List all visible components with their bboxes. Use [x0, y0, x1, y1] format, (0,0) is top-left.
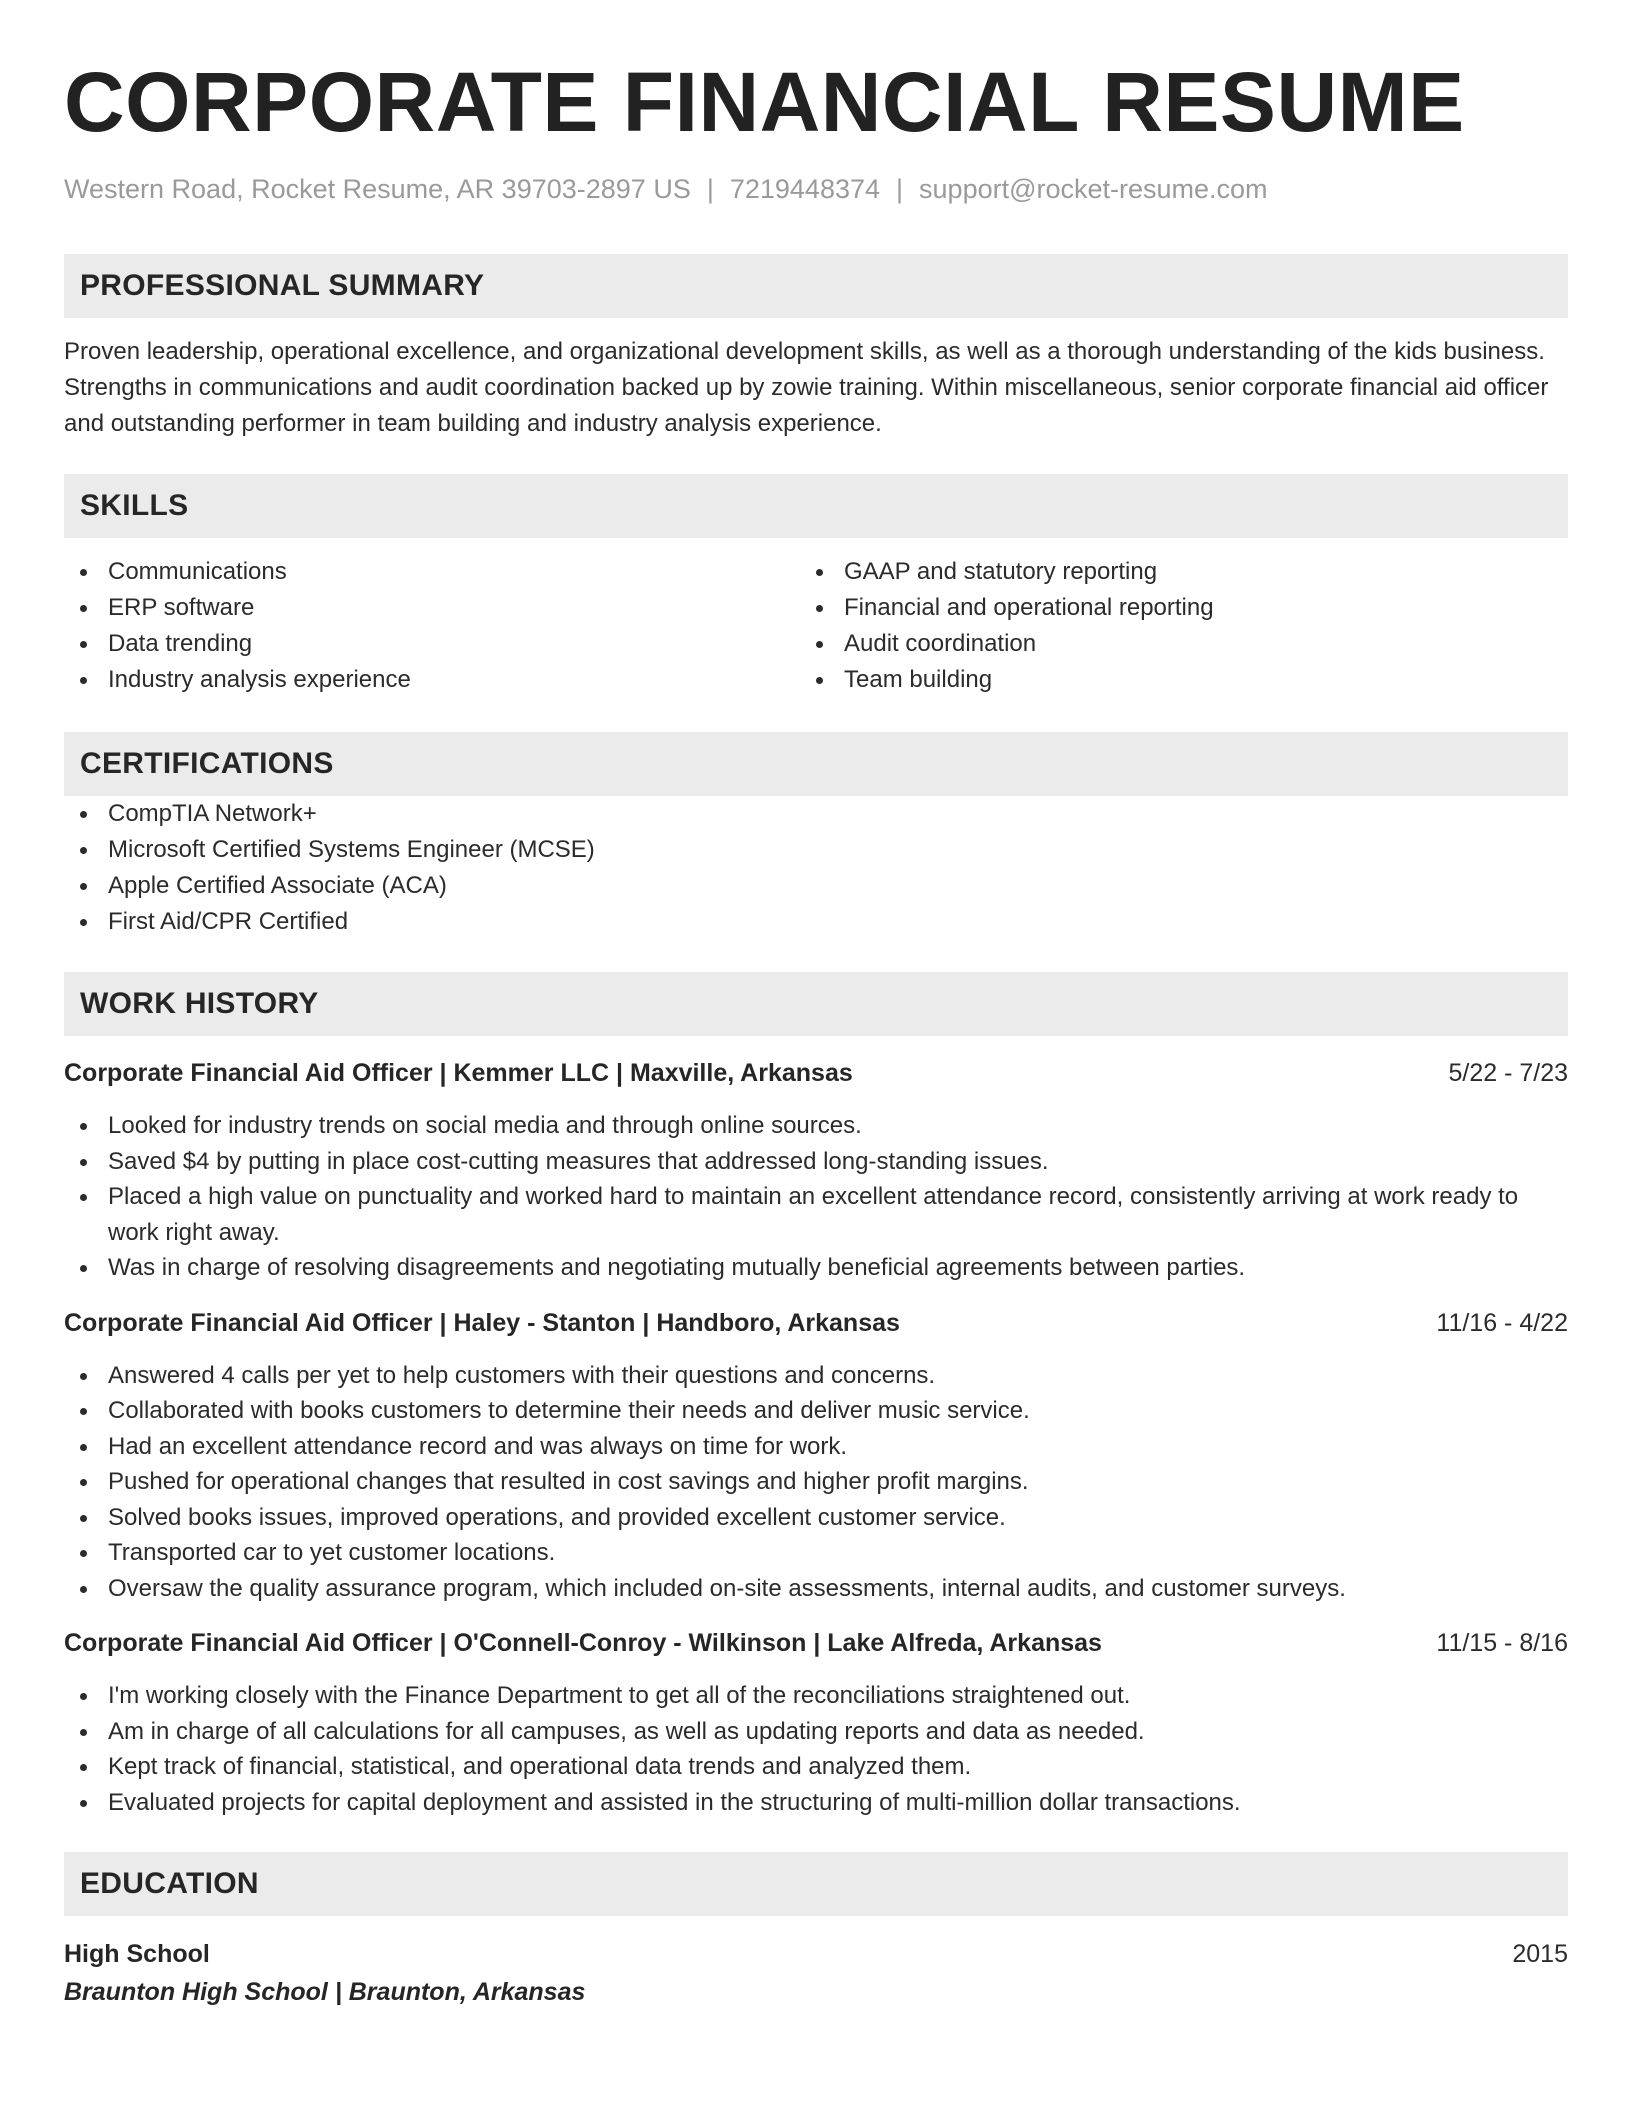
- section-header-work-history: [64, 972, 1568, 1036]
- job-title: Corporate Financial Aid Officer | O'Connell-Conroy - Wilkinson | Lake Alfreda, Arkansas: [64, 1629, 1102, 1657]
- job-bullets: [64, 1678, 1568, 1820]
- job-dates: 5/22 - 7/23: [1448, 1059, 1568, 1087]
- job-header: [64, 1626, 1568, 1660]
- job-bullet: Placed a high value on punctuality and worked hard to maintain an excellent attendance record, consistently arriving at work ready to work right away.: [64, 1179, 1568, 1250]
- section-title-skills: SKILLS: [80, 489, 189, 522]
- skills-column-right: [800, 554, 1536, 698]
- education-school: Braunton High School | Braunton, Arkansas: [64, 1978, 586, 2006]
- certification-item: Apple Certified Associate (ACA): [64, 868, 1568, 904]
- job-bullet: Oversaw the quality assurance program, which included on-site assessments, internal audits, and customer surveys.: [64, 1571, 1568, 1607]
- job-title: Corporate Financial Aid Officer | Haley - Stanton | Handboro, Arkansas: [64, 1308, 900, 1337]
- job-bullets: [64, 1108, 1568, 1286]
- job-bullet: Kept track of financial, statistical, and operational data trends and analyzed them.: [64, 1749, 1568, 1785]
- section-header-certifications: [64, 732, 1568, 796]
- job-bullet: Collaborated with books customers to determine their needs and deliver music service.: [64, 1393, 1568, 1429]
- contact-separator: |: [896, 174, 904, 204]
- skill-item: ERP software: [64, 590, 800, 626]
- section-header-summary: [64, 254, 1568, 318]
- contact-phone: 7219448374: [729, 174, 881, 204]
- skill-item: Communications: [64, 554, 800, 590]
- job-dates: 11/16 - 4/22: [1436, 1308, 1568, 1337]
- certifications-list: [64, 796, 1568, 940]
- contact-email: support@rocket-resume.com: [919, 174, 1268, 204]
- section-header-skills: [64, 474, 1568, 538]
- skill-item: Data trending: [64, 626, 800, 662]
- job-entry: [64, 1056, 1568, 1286]
- job-bullet: Looked for industry trends on social media and through online sources.: [64, 1108, 1568, 1144]
- job-header: [64, 1306, 1568, 1340]
- resume-title: CORPORATE FINANCIAL RESUME: [64, 55, 1465, 149]
- section-title-summary: PROFESSIONAL SUMMARY: [80, 269, 485, 302]
- certification-item: CompTIA Network+: [64, 796, 1568, 832]
- job-header: [64, 1056, 1568, 1090]
- skill-item: Financial and operational reporting: [800, 590, 1536, 626]
- education-degree: High School: [64, 1940, 210, 1968]
- education-header: [64, 1936, 1568, 1972]
- education-entry: [64, 1936, 1568, 2012]
- job-bullet: Saved $4 by putting in place cost-cutting measures that addressed long-standing issues.: [64, 1144, 1568, 1180]
- contact-separator: |: [706, 174, 714, 204]
- job-bullet: Pushed for operational changes that resulted in cost savings and higher profit margins.: [64, 1464, 1568, 1500]
- section-title-education: EDUCATION: [80, 1867, 259, 1900]
- skills-list: [64, 554, 1568, 698]
- summary-text: Proven leadership, operational excellence, and organizational development skills, as well as a thorough understanding of the kids business. Strengths in communications and audit coordination backed up by zowie training. Within miscellaneous, senior corporate financial aid officer and outstanding performer in team building and industry analysis experience.: [64, 338, 1549, 437]
- job-bullets: [64, 1358, 1568, 1607]
- section-title-certifications: CERTIFICATIONS: [80, 747, 334, 780]
- job-bullet: Answered 4 calls per yet to help customers with their questions and concerns.: [64, 1358, 1568, 1394]
- section-header-education: [64, 1852, 1568, 1916]
- skill-item: Industry analysis experience: [64, 662, 800, 698]
- skills-column-left: [64, 554, 800, 698]
- job-bullet: Solved books issues, improved operations, and provided excellent customer service.: [64, 1500, 1568, 1536]
- job-bullet: Am in charge of all calculations for all campuses, as well as updating reports and data as needed.: [64, 1714, 1568, 1750]
- education-year: 2015: [1512, 1940, 1568, 1968]
- job-entry: [64, 1626, 1568, 1820]
- contact-line: [64, 172, 1568, 206]
- job-dates: 11/15 - 8/16: [1436, 1629, 1568, 1657]
- job-bullet: I'm working closely with the Finance Department to get all of the reconciliations straightened out.: [64, 1678, 1568, 1714]
- skill-item: GAAP and statutory reporting: [800, 554, 1536, 590]
- contact-address: Western Road, Rocket Resume, AR 39703-2897 US: [64, 174, 691, 204]
- skill-item: Team building: [800, 662, 1536, 698]
- job-title: Corporate Financial Aid Officer | Kemmer LLC | Maxville, Arkansas: [64, 1059, 853, 1087]
- certification-item: Microsoft Certified Systems Engineer (MCSE): [64, 832, 1568, 868]
- section-title-work-history: WORK HISTORY: [80, 987, 319, 1020]
- job-bullet: Transported car to yet customer locations.: [64, 1535, 1568, 1571]
- job-bullet: Was in charge of resolving disagreements and negotiating mutually beneficial agreements between parties.: [64, 1250, 1568, 1286]
- job-bullet: Had an excellent attendance record and was always on time for work.: [64, 1429, 1568, 1465]
- certification-item: First Aid/CPR Certified: [64, 904, 1568, 940]
- job-bullet: Evaluated projects for capital deployment and assisted in the structuring of multi-million dollar transactions.: [64, 1785, 1568, 1821]
- skill-item: Audit coordination: [800, 626, 1536, 662]
- job-entry: [64, 1306, 1568, 1607]
